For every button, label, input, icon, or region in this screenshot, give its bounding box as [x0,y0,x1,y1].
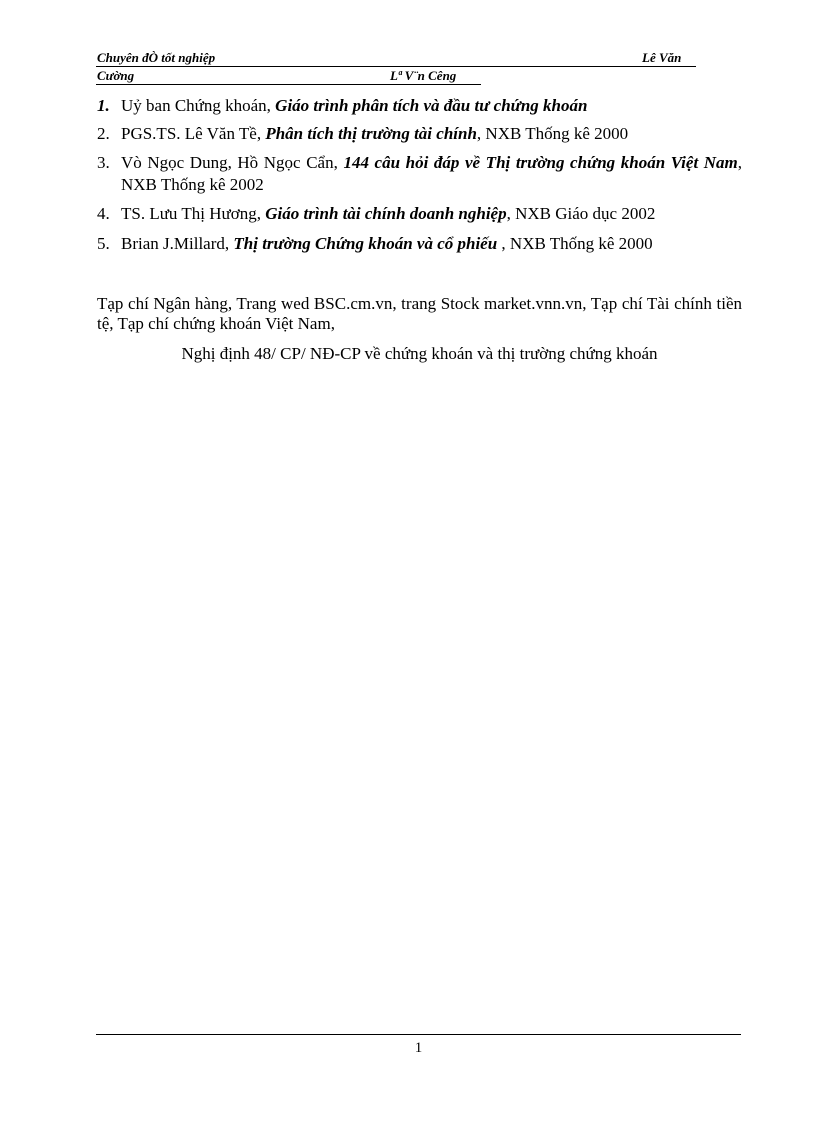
reference-number: 3. [97,153,110,172]
header-left-title: Chuyên đÒ tốt nghiệp [97,50,216,65]
reference-item: 4. TS. Lưu Thị Hương, Giáo trình tài chính doanh nghiệp, NXB Giáo dục 2002 [97,204,656,223]
header-author-encoded: Lª V¨n Cêng [390,68,457,83]
footer-rule [96,1034,741,1035]
reference-title: Thị trường Chứng khoán và cổ phiếu [233,234,498,253]
reference-number: 5. [97,234,110,253]
reference-number: 2. [97,124,110,143]
header-author-cont: Cường [97,68,135,83]
sources-paragraph: Tạp chí Ngân hàng, Trang wed BSC.cm.vn, trang Stock market.vnn.vn, Tạp chí Tài chính tiền tệ, Tạp chí chứng khoán Việt Nam, [97,294,742,333]
reference-title: Giáo trình tài chính doanh nghiệp [265,204,507,223]
reference-number: 1. [97,96,110,115]
reference-title: 144 câu hỏi đáp về Thị trường chứng khoán Việt Nam [343,153,738,172]
reference-item: 2. PGS.TS. Lê Văn Tề, Phân tích thị trường tài chính, NXB Thống kê 2000 [97,124,629,143]
header-underline-2 [96,84,481,85]
reference-item: 3. Vò Ngọc Dung, Hồ Ngọc Cẩn, 144 câu hỏi đáp về Thị trường chứng khoán Việt Nam, NXB Thống kê 2002 [97,153,743,194]
decree-line: Nghị định 48/ CP/ NĐ-CP về chứng khoán và thị trường chứng khoán [181,344,658,363]
reference-item: 1. Uỷ ban Chứng khoán, Giáo trình phân tích và đầu tư chứng khoán [97,96,588,115]
header-underline-1 [96,66,696,67]
reference-title: Phân tích thị trường tài chính [265,124,477,143]
reference-item: 5. Brian J.Millard, Thị trường Chứng khoán và cổ phiếu , NXB Thống kê 2000 [97,234,653,253]
reference-title: Giáo trình phân tích và đầu tư chứng khoán [275,96,588,115]
reference-number: 4. [97,204,110,223]
header-author: Lê Văn [642,50,682,65]
page-number: 1 [414,1040,423,1056]
